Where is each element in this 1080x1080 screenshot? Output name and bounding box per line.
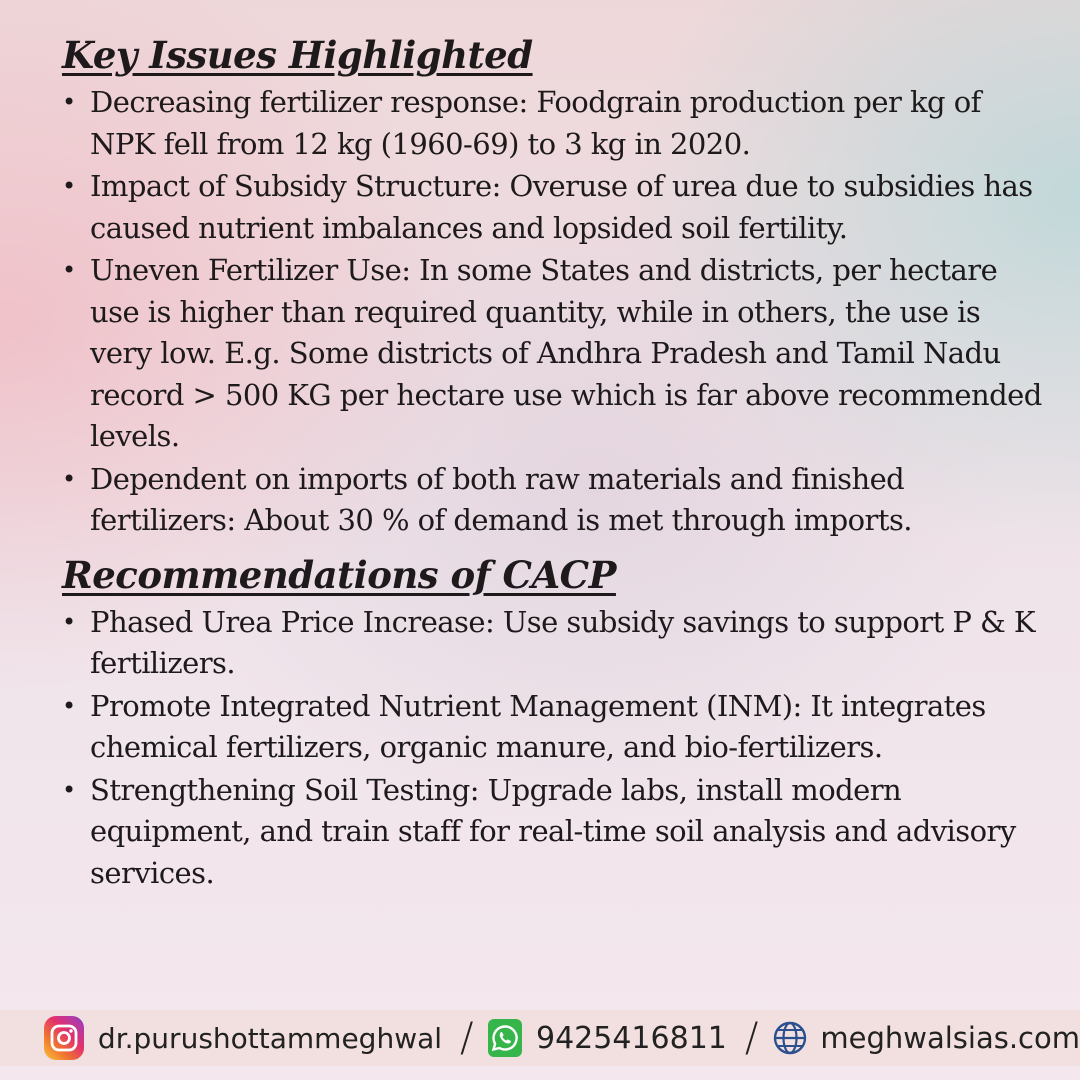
section-title-key-issues: Key Issues Highlighted: [62, 33, 533, 77]
instagram-handle[interactable]: dr.purushottammeghwal: [97, 1021, 443, 1055]
list-item: • Dependent on imports of both raw materials and finished fertilizers: About 30 % of demand is met through imports.: [62, 459, 1042, 542]
recommendations-list: [62, 602, 1042, 895]
list-item: • Phased Urea Price Increase: Use subsidy savings to support P & K fertilizers.: [62, 602, 1042, 685]
separator: /: [744, 1015, 759, 1061]
list-item: • Promote Integrated Nutrient Management (INM): It integrates chemical fertilizers, organic manure, and bio-fertilizers.: [62, 686, 1042, 769]
website-link[interactable]: meghwalsias.com: [820, 1021, 1080, 1055]
key-issues-list: [62, 82, 1042, 542]
list-item: • Impact of Subsidy Structure: Overuse of urea due to subsidies has caused nutrient imbalances and lopsided soil fertility.: [62, 166, 1042, 249]
list-item: • Decreasing fertilizer response: Foodgrain production per kg of NPK fell from 12 kg (1960-69) to 3 kg in 2020.: [62, 82, 1042, 165]
whatsapp-number[interactable]: 9425416811: [536, 1020, 727, 1056]
content-area: [62, 30, 1042, 895]
whatsapp-icon[interactable]: [488, 1019, 522, 1057]
section-title-recommendations: Recommendations of CACP: [62, 552, 616, 597]
list-item: • Strengthening Soil Testing: Upgrade labs, install modern equipment, and train staff for real-time soil analysis and advisory services.: [62, 770, 1042, 895]
separator: /: [460, 1015, 474, 1061]
instagram-icon[interactable]: [44, 1016, 84, 1060]
contact-footer: [0, 1010, 1080, 1066]
list-item: • Uneven Fertilizer Use: In some States and districts, per hectare use is higher than required quantity, while in others, the use is very low. E.g. Some districts of Andhra Pradesh and Tamil Nadu record > 500 KG per hectare use which is far above recommended levels.: [62, 250, 1042, 458]
globe-icon[interactable]: [772, 1019, 808, 1057]
